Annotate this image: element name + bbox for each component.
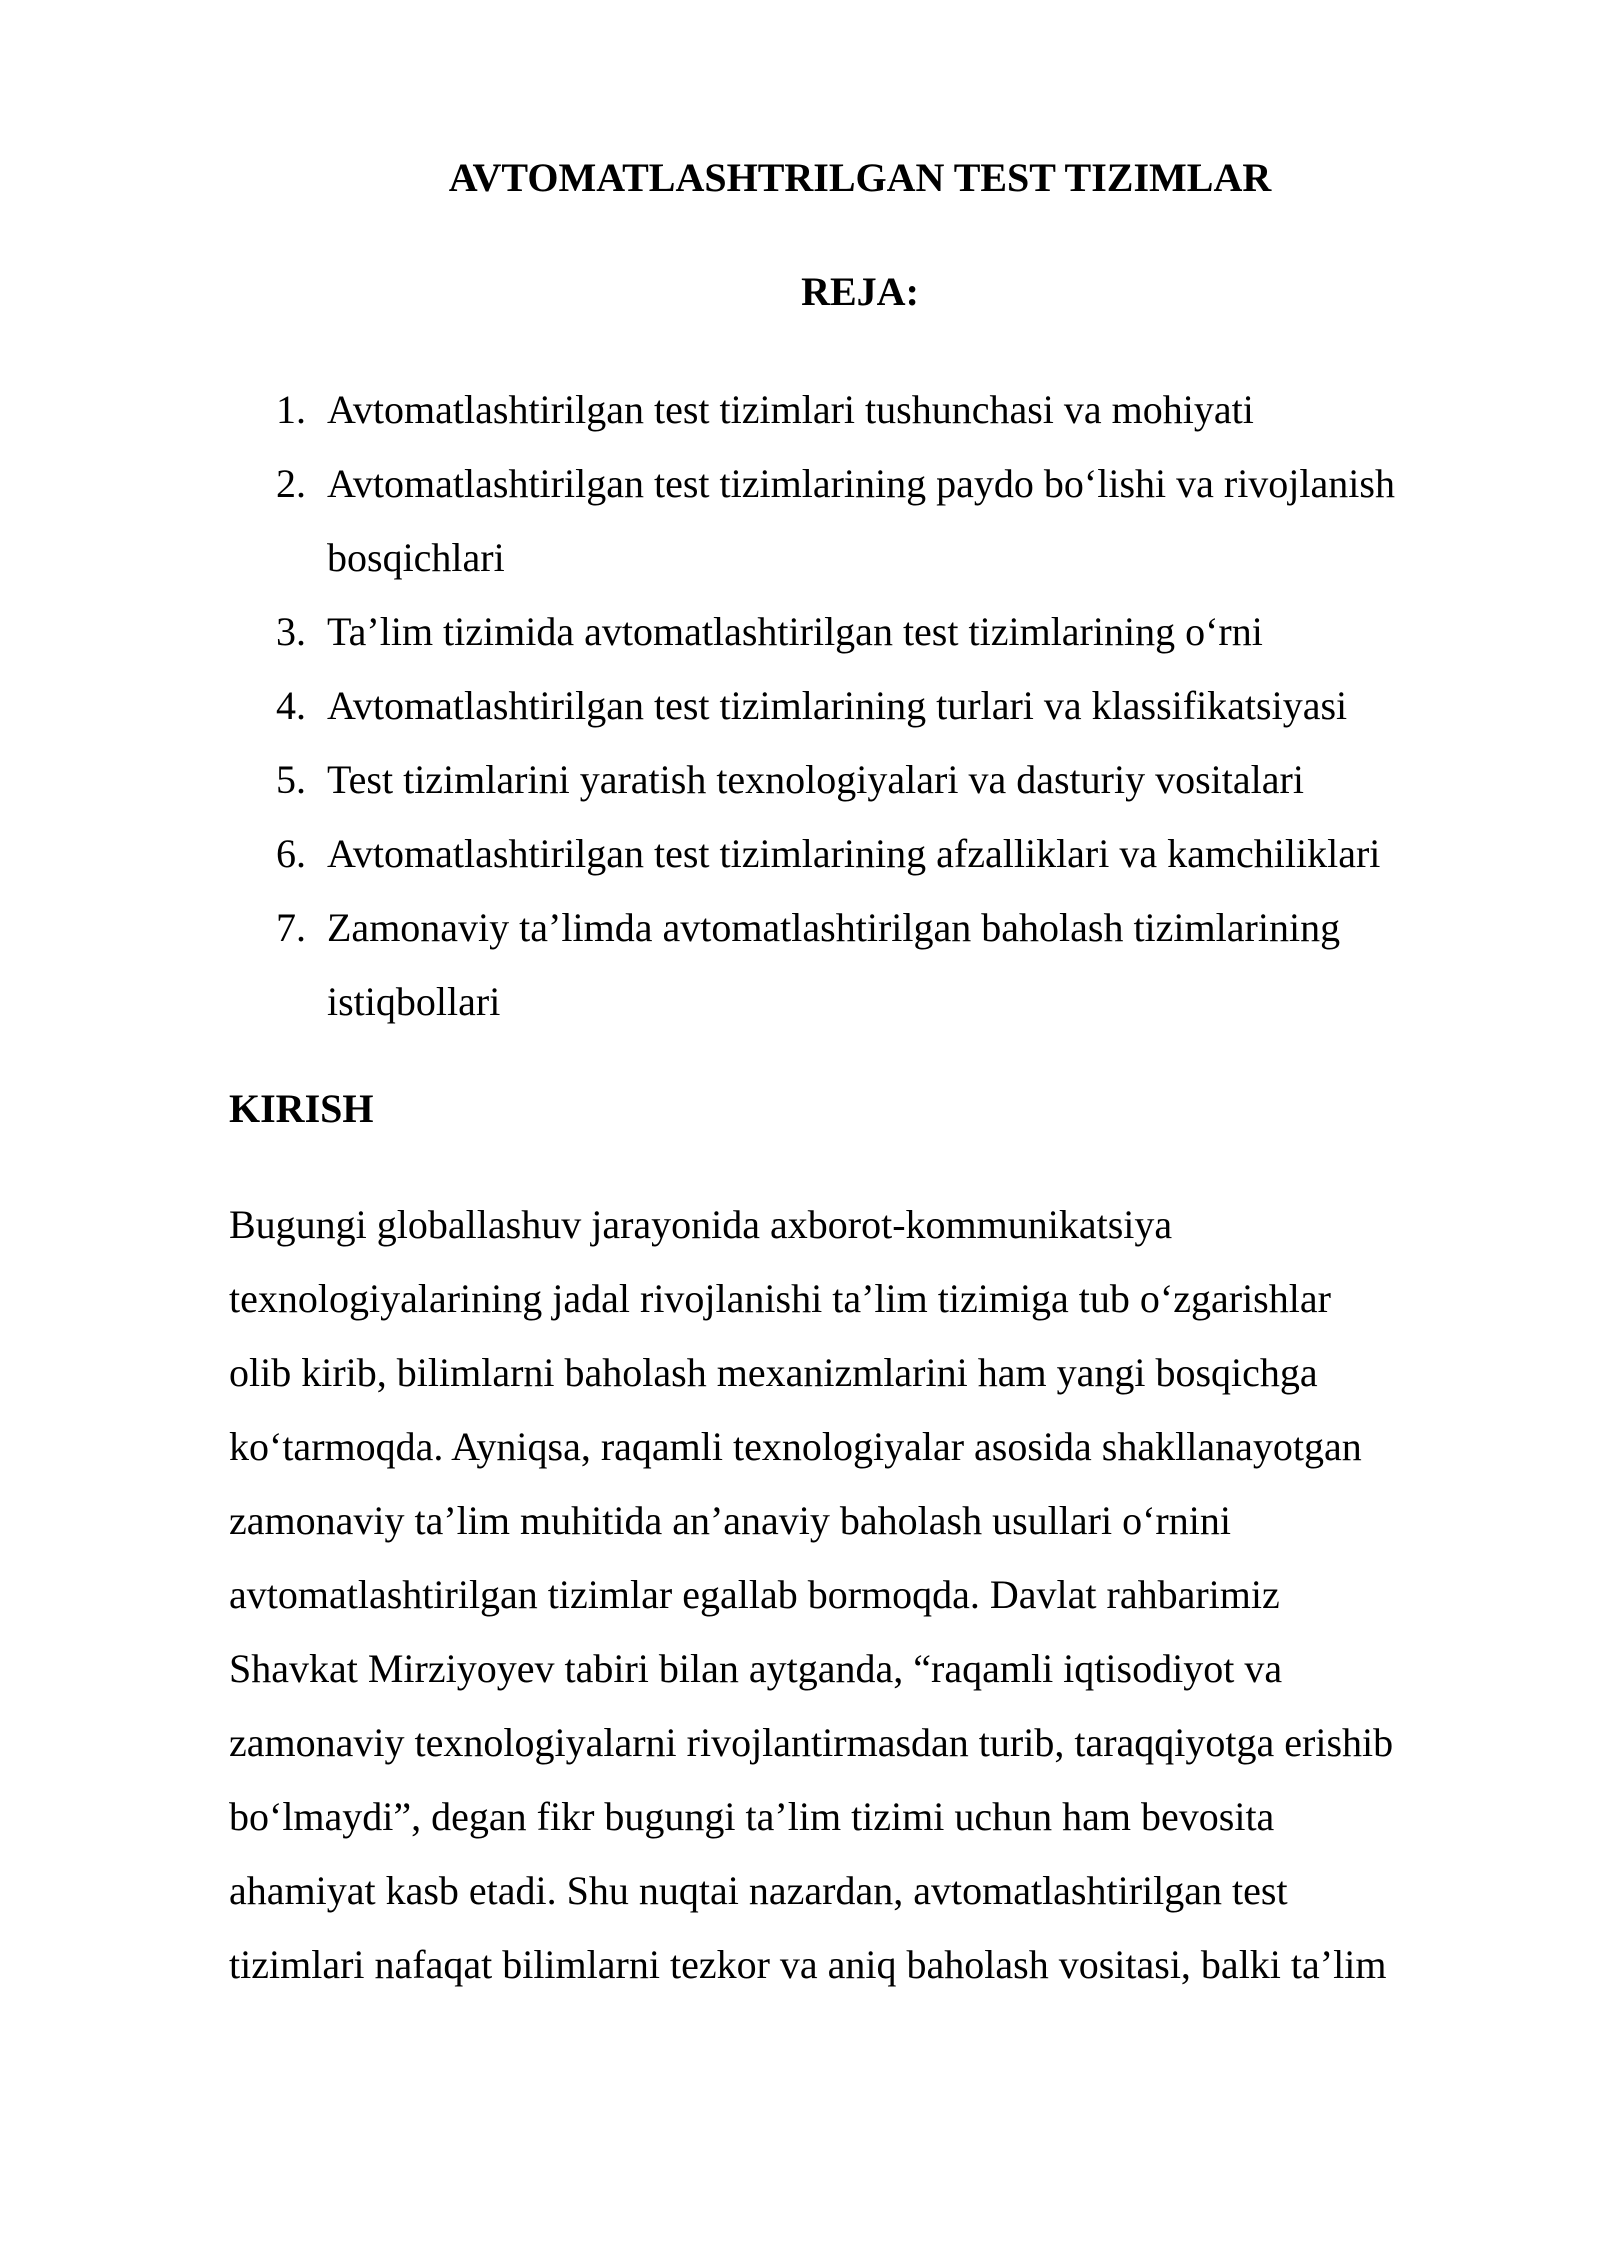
document-title: AVTOMATLASHTRILGAN TEST TIZIMLAR: [448, 155, 1272, 200]
paragraph-line: zamonaviy texnologiyalarni rivojlantirmasdan turib, taraqqiyotga erishib: [229, 1720, 1394, 1765]
plan-item-number: 5.: [276, 757, 306, 802]
plan-item-3: [0, 595, 1502, 669]
paragraph-line: texnologiyalarining jadal rivojlanishi ta’lim tizimiga tub o‘zgarishlar: [229, 1276, 1331, 1321]
paragraph-line: ahamiyat kasb etadi. Shu nuqtai nazardan, avtomatlashtirilgan test: [229, 1868, 1288, 1913]
plan-item-4: [0, 669, 1502, 743]
paragraph-line: ko‘tarmoqda. Ayniqsa, raqamli texnologiyalar asosida shakllanayotgan: [229, 1424, 1362, 1469]
paragraph-line: olib kirib, bilimlarni baholash mexanizmlarini ham yangi bosqichga: [229, 1350, 1318, 1395]
plan-item-text-continued: bosqichlari: [327, 535, 505, 580]
paragraph-line: zamonaviy ta’lim muhitida an’anaviy baholash usullari o‘rnini: [229, 1498, 1231, 1543]
plan-item-text: Zamonaviy ta’limda avtomatlashtirilgan baholash tizimlarining: [327, 905, 1341, 950]
plan-item-text: Avtomatlashtirilgan test tizimlarining turlari va klassifikatsiyasi: [327, 683, 1348, 728]
plan-item-5: [0, 743, 1502, 817]
plan-item-7: [0, 891, 1502, 1039]
plan-item-6: [0, 817, 1502, 891]
plan-item-1: [0, 373, 1502, 447]
plan-item-number: 4.: [276, 683, 306, 728]
intro-paragraph: [229, 1188, 1393, 2002]
plan-item-number: 1.: [276, 387, 306, 432]
plan-item-text: Ta’lim tizimida avtomatlashtirilgan test tizimlarining o‘rni: [327, 609, 1263, 654]
paragraph-line: Shavkat Mirziyoyev tabiri bilan aytganda, “raqamli iqtisodiyot va: [229, 1646, 1283, 1691]
plan-list: [0, 373, 1502, 1039]
intro-heading: KIRISH: [229, 1086, 374, 1131]
plan-item-text: Avtomatlashtirilgan test tizimlarining paydo bo‘lishi va rivojlanish: [327, 461, 1395, 506]
plan-heading: REJA:: [801, 269, 919, 314]
paragraph-line: avtomatlashtirilgan tizimlar egallab bormoqda. Davlat rahbarimiz: [229, 1572, 1280, 1617]
paragraph-line: bo‘lmaydi”, degan fikr bugungi ta’lim tizimi uchun ham bevosita: [229, 1794, 1275, 1839]
plan-item-text: Test tizimlarini yaratish texnologiyalari va dasturiy vositalari: [327, 757, 1304, 802]
plan-item-number: 6.: [276, 831, 306, 876]
plan-item-number: 3.: [276, 609, 306, 654]
plan-item-text: Avtomatlashtirilgan test tizimlarining afzalliklari va kamchiliklari: [327, 831, 1381, 876]
plan-item-number: 2.: [276, 461, 306, 506]
plan-item-text-continued: istiqbollari: [327, 979, 501, 1024]
paragraph-line: Bugungi globallashuv jarayonida axborot-kommunikatsiya: [229, 1202, 1173, 1247]
plan-item-2: [0, 447, 1502, 595]
plan-item-text: Avtomatlashtirilgan test tizimlari tushunchasi va mohiyati: [327, 387, 1254, 432]
plan-item-number: 7.: [276, 905, 306, 950]
paragraph-line: tizimlari nafaqat bilimlarni tezkor va aniq baholash vositasi, balki ta’lim: [229, 1942, 1387, 1987]
